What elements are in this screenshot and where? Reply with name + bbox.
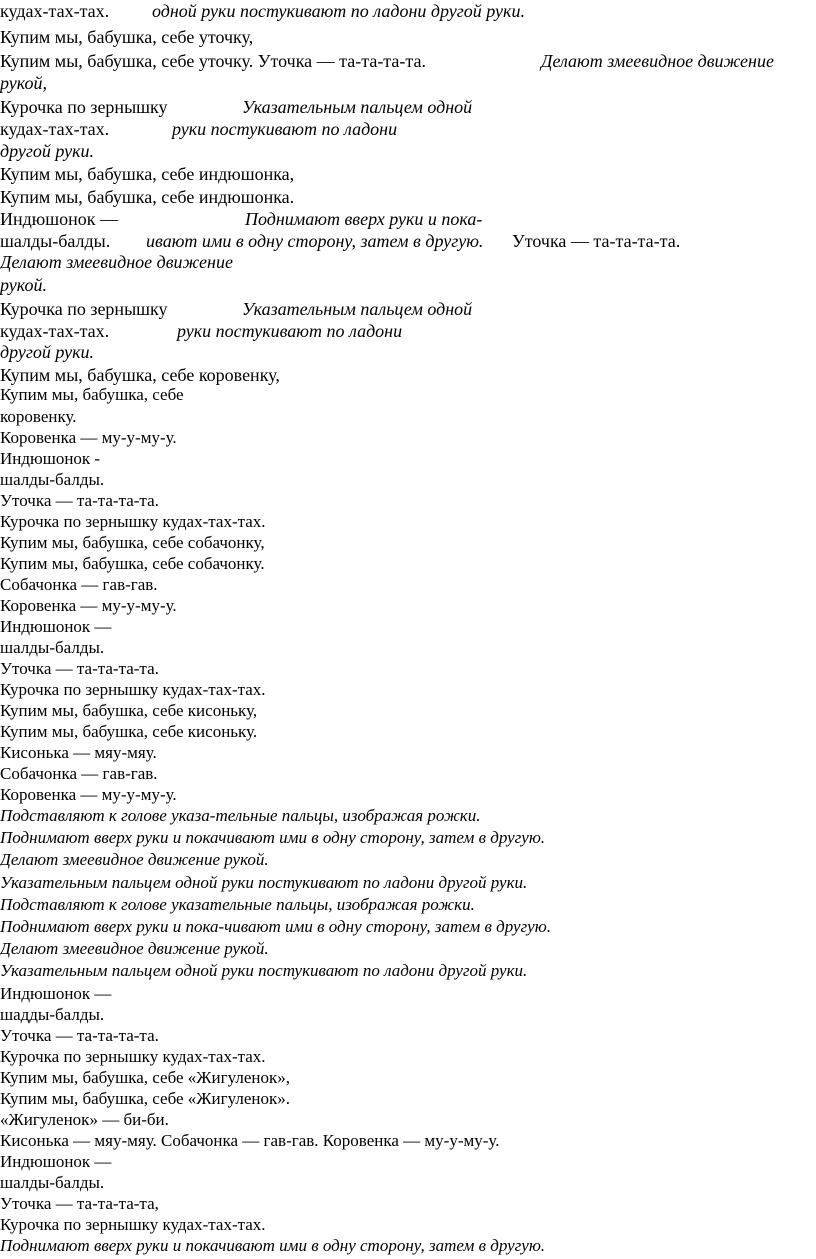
line-text: Курочка по зернышку: [0, 97, 168, 117]
italic-instruction: Делают змеевидное движение рукой.: [0, 850, 269, 869]
italic-instruction: Подставляют к голове указательные пальцы, изображая рожки.: [0, 895, 475, 914]
italic-instruction: другой руки.: [0, 342, 95, 362]
italic-instruction: Подставляют к голове указа-тельные пальцы, изображая рожки.: [0, 806, 481, 825]
text-line: [0, 576, 158, 593]
line-text: Индюшонок —: [0, 984, 112, 1003]
line-text: кудах-тах-тах.: [0, 1, 110, 21]
line-text: Уточка — та-та-та-та.: [0, 1026, 159, 1045]
line-text: Купим мы, бабушка, себе уточку,: [0, 27, 254, 47]
line-text: Курочка по зернышку кудах-тах-тах.: [0, 680, 266, 699]
line-text: Собачонка — гав-гав.: [0, 575, 158, 594]
text-line: [0, 74, 47, 92]
text-line: [0, 299, 473, 319]
italic-instruction: ивают ими в одну сторону, затем в другую.: [146, 231, 484, 251]
text-line: [0, 681, 266, 698]
text-line: [0, 52, 816, 70]
text-line: [0, 660, 159, 677]
line-text: Собачонка — гав-гав.: [0, 764, 158, 783]
text-line: [0, 119, 398, 139]
line-text: шалды-балды.: [0, 231, 111, 251]
text-line: [0, 1195, 159, 1212]
line-text: Коровенка — му-у-му-у.: [0, 596, 177, 615]
text-line: [0, 471, 104, 488]
italic-instruction: руки постукивают по ладони: [177, 321, 403, 341]
line-text: Курочка по зернышку кудах-тах-тах.: [0, 1047, 266, 1066]
italic-instruction: руки постукивают по ладони: [172, 119, 398, 139]
line-text: шалды-балды.: [0, 1173, 105, 1192]
text-line: [0, 807, 480, 824]
line-text: кудах-тах-тах.: [0, 321, 110, 341]
text-line: [0, 1132, 499, 1149]
text-line: [0, 1111, 169, 1128]
text-line: [0, 429, 177, 446]
italic-instruction: Указательным пальцем одной: [242, 299, 473, 319]
text-line: [0, 1237, 545, 1254]
text-line: [0, 723, 257, 740]
text-line: [0, 1048, 266, 1065]
text-line: [0, 1174, 104, 1191]
italic-instruction: Поднимают вверх руки и пока-: [245, 209, 483, 229]
text-line: [0, 97, 473, 117]
text-line: [0, 321, 403, 341]
text-line: [0, 597, 177, 614]
line-text: Уточка — та-та-та-та,: [0, 1194, 159, 1213]
line-text: Коровенка — му-у-му-у.: [0, 428, 177, 447]
text-line: [0, 940, 269, 957]
italic-instruction: Указательным пальцем одной: [242, 97, 473, 117]
text-line: [0, 1153, 111, 1170]
line-text: Индюшонок —: [0, 1152, 112, 1171]
text-line: [0, 534, 265, 551]
text-line: [0, 408, 77, 425]
italic-instruction: рукой.: [0, 275, 47, 295]
text-line: [0, 639, 104, 656]
line-text: Купим мы, бабушка, себе индюшонка.: [0, 187, 295, 207]
italic-instruction: Поднимают вверх руки и покачивают ими в одну сторону, затем в другую.: [0, 828, 546, 847]
line-text: Купим мы, бабушка, себе: [0, 385, 184, 404]
text-line: [0, 343, 94, 361]
italic-instruction: Указательным пальцем одной руки постукивают по ладони другой руки.: [0, 961, 528, 980]
text-line: [0, 829, 545, 846]
text-line: [0, 366, 280, 384]
italic-instruction: Указательным пальцем одной руки постукивают по ладони другой руки.: [0, 873, 528, 892]
text-line: [0, 209, 483, 229]
text-line: [0, 896, 475, 913]
line-text: Индюшонок -: [0, 449, 101, 468]
text-line: [0, 231, 681, 251]
line-text: коровенку.: [0, 407, 77, 426]
text-line: [0, 1006, 104, 1023]
text-line: [0, 851, 269, 868]
line-text: Уточка — та-та-та-та.: [512, 231, 681, 251]
line-text: Купим мы, бабушка, себе «Жигуленок».: [0, 1089, 290, 1108]
line-text: шалды-балды.: [0, 470, 105, 489]
line-text: Кисонька — мяу-мяу. Собачонка — гав-гав. Коровенка — му-у-му-у.: [0, 1131, 500, 1150]
text-line: [0, 386, 184, 403]
text-line: [0, 765, 158, 782]
text-line: [0, 492, 159, 509]
text-line: [0, 1090, 290, 1107]
line-text: Купим мы, бабушка, себе уточку. Уточка — та-та-та-та.: [0, 51, 426, 71]
italic-instruction: одной руки постукивают по ладони другой руки.: [152, 1, 525, 21]
text-line: [0, 28, 253, 46]
line-text: Коровенка — му-у-му-у.: [0, 785, 177, 804]
text-line: [0, 253, 233, 271]
line-text: шадды-балды.: [0, 1005, 105, 1024]
line-text: Курочка по зернышку: [0, 299, 168, 319]
italic-instruction: Делают змеевидное движение: [541, 51, 774, 71]
text-line: [0, 1216, 266, 1233]
line-text: Уточка — та-та-та-та.: [0, 659, 159, 678]
text-line: [0, 188, 294, 206]
text-line: [0, 276, 47, 294]
text-line: [0, 962, 527, 979]
line-text: Индюшонок —: [0, 209, 118, 229]
line-text: кудах-тах-тах.: [0, 119, 110, 139]
text-line: [0, 1027, 159, 1044]
line-text: Купим мы, бабушка, себе кисоньку,: [0, 701, 258, 720]
text-line: [0, 142, 94, 160]
text-line: [0, 513, 266, 530]
line-text: Кисонька — мяу-мяу.: [0, 743, 157, 762]
line-text: «Жигуленок» — би-би.: [0, 1110, 169, 1129]
text-line: [0, 702, 257, 719]
line-text: Купим мы, бабушка, себе коровенку,: [0, 365, 280, 385]
text-line: [0, 450, 100, 467]
line-text: Курочка по зернышку кудах-тах-тах.: [0, 512, 266, 531]
line-text: Купим мы, бабушка, себе собачонку.: [0, 554, 265, 573]
italic-instruction: Поднимают вверх руки и пока-чивают ими в одну сторону, затем в другую.: [0, 917, 551, 936]
line-text: Уточка — та-та-та-та.: [0, 491, 159, 510]
text-line: [0, 165, 294, 183]
line-text: Купим мы, бабушка, себе «Жигуленок»,: [0, 1068, 290, 1087]
line-text: Купим мы, бабушка, себе индюшонка,: [0, 164, 295, 184]
line-text: Купим мы, бабушка, себе собачонку,: [0, 533, 265, 552]
text-line: [0, 985, 111, 1002]
italic-instruction: Поднимают вверх руки и покачивают ими в одну сторону, затем в другую.: [0, 1236, 546, 1255]
line-text: Индюшонок —: [0, 617, 112, 636]
text-line: [0, 618, 111, 635]
italic-instruction: другой руки.: [0, 141, 95, 161]
text-line: [0, 1069, 290, 1086]
text-line: [0, 555, 265, 572]
line-text: шалды-балды.: [0, 638, 105, 657]
text-line: [0, 744, 157, 761]
text-line: [0, 918, 551, 935]
text-line: [0, 786, 177, 803]
italic-instruction: Делают змеевидное движение рукой.: [0, 939, 269, 958]
line-text: Купим мы, бабушка, себе кисоньку.: [0, 722, 258, 741]
italic-instruction: Делают змеевидное движение: [0, 252, 233, 272]
line-text: Курочка по зернышку кудах-тах-тах.: [0, 1215, 266, 1234]
italic-instruction: рукой,: [0, 73, 47, 93]
text-line: [0, 874, 527, 891]
text-line: [0, 1, 525, 21]
